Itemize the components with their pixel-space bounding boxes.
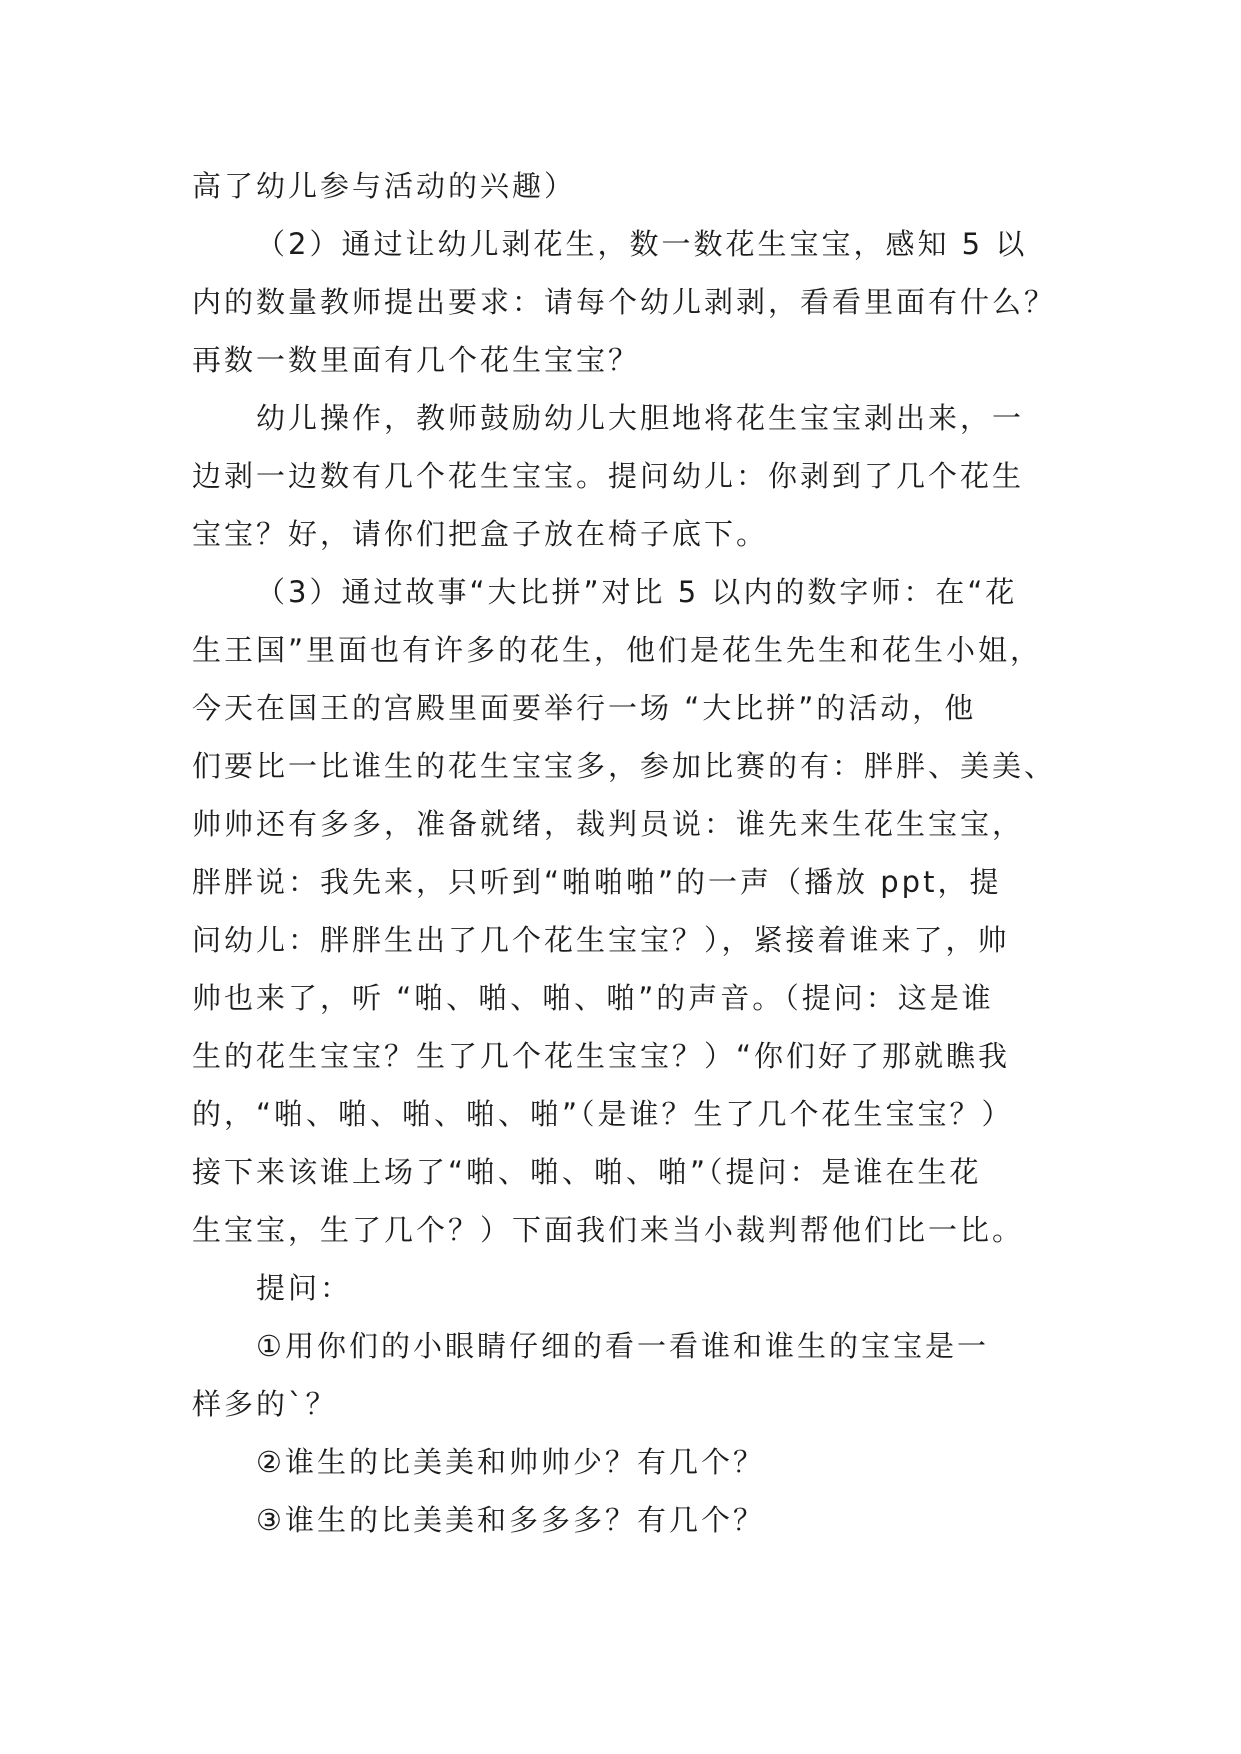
text-line: 生宝宝，生了几个？）下面我们来当小裁判帮他们比一比。: [192, 1213, 1025, 1247]
text-line: 的，“啪、啪、啪、啪、啪”（是谁？生了几个花生宝宝？）: [192, 1097, 1014, 1131]
text-line: 再数一数里面有几个花生宝宝？: [192, 343, 641, 377]
document-body: [192, 157, 1056, 1549]
text-line: ②谁生的比美美和帅帅少？有几个？: [256, 1445, 765, 1479]
text-line: （3）通过故事“大比拼”对比 5 以内的数字师：在“花: [256, 575, 1018, 609]
text-line: 帅帅还有多多，准备就绪，裁判员说：谁先来生花生宝宝，: [192, 807, 1025, 841]
text-line: 问幼儿：胖胖生出了几个花生宝宝？），紧接着谁来了，帅: [192, 923, 1010, 957]
text-line: 提问：: [256, 1271, 353, 1305]
text-line: 边剥一边数有几个花生宝宝。提问幼儿：你剥到了几个花生: [192, 459, 1025, 493]
text-line: 宝宝？好，请你们把盒子放在椅子底下。: [192, 517, 769, 551]
text-line: 样多的`？: [192, 1387, 338, 1421]
text-line: 今天在国王的宫殿里面要举行一场 “大比拼”的活动，他: [192, 691, 977, 725]
text-line: 高了幼儿参与活动的兴趣）: [192, 169, 577, 203]
text-line: ③谁生的比美美和多多多？有几个？: [256, 1503, 765, 1537]
text-line: （2）通过让幼儿剥花生，数一数花生宝宝，感知 5 以: [256, 227, 1028, 261]
text-line: 帅也来了，听 “啪、啪、啪、啪”的声音。（提问：这是谁: [192, 981, 994, 1015]
text-line: 幼儿操作，教师鼓励幼儿大胆地将花生宝宝剥出来，一: [256, 401, 1025, 435]
text-line: 生的花生宝宝？生了几个花生宝宝？）“你们好了那就瞧我: [192, 1039, 1011, 1073]
text-line: 接下来该谁上场了“啪、啪、啪、啪”（提问：是谁在生花: [192, 1155, 982, 1189]
text-line: 胖胖说：我先来，只听到“啪啪啪”的一声（播放 ppt，提: [192, 865, 1002, 899]
text-line: 生王国”里面也有许多的花生，他们是花生先生和花生小姐，: [192, 633, 1043, 667]
text-line: 们要比一比谁生的花生宝宝多，参加比赛的有：胖胖、美美、: [192, 749, 1057, 783]
text-line: ①用你们的小眼睛仔细的看一看谁和谁生的宝宝是一: [256, 1329, 989, 1363]
text-line: 内的数量教师提出要求：请每个幼儿剥剥，看看里面有什么？: [192, 285, 1057, 319]
